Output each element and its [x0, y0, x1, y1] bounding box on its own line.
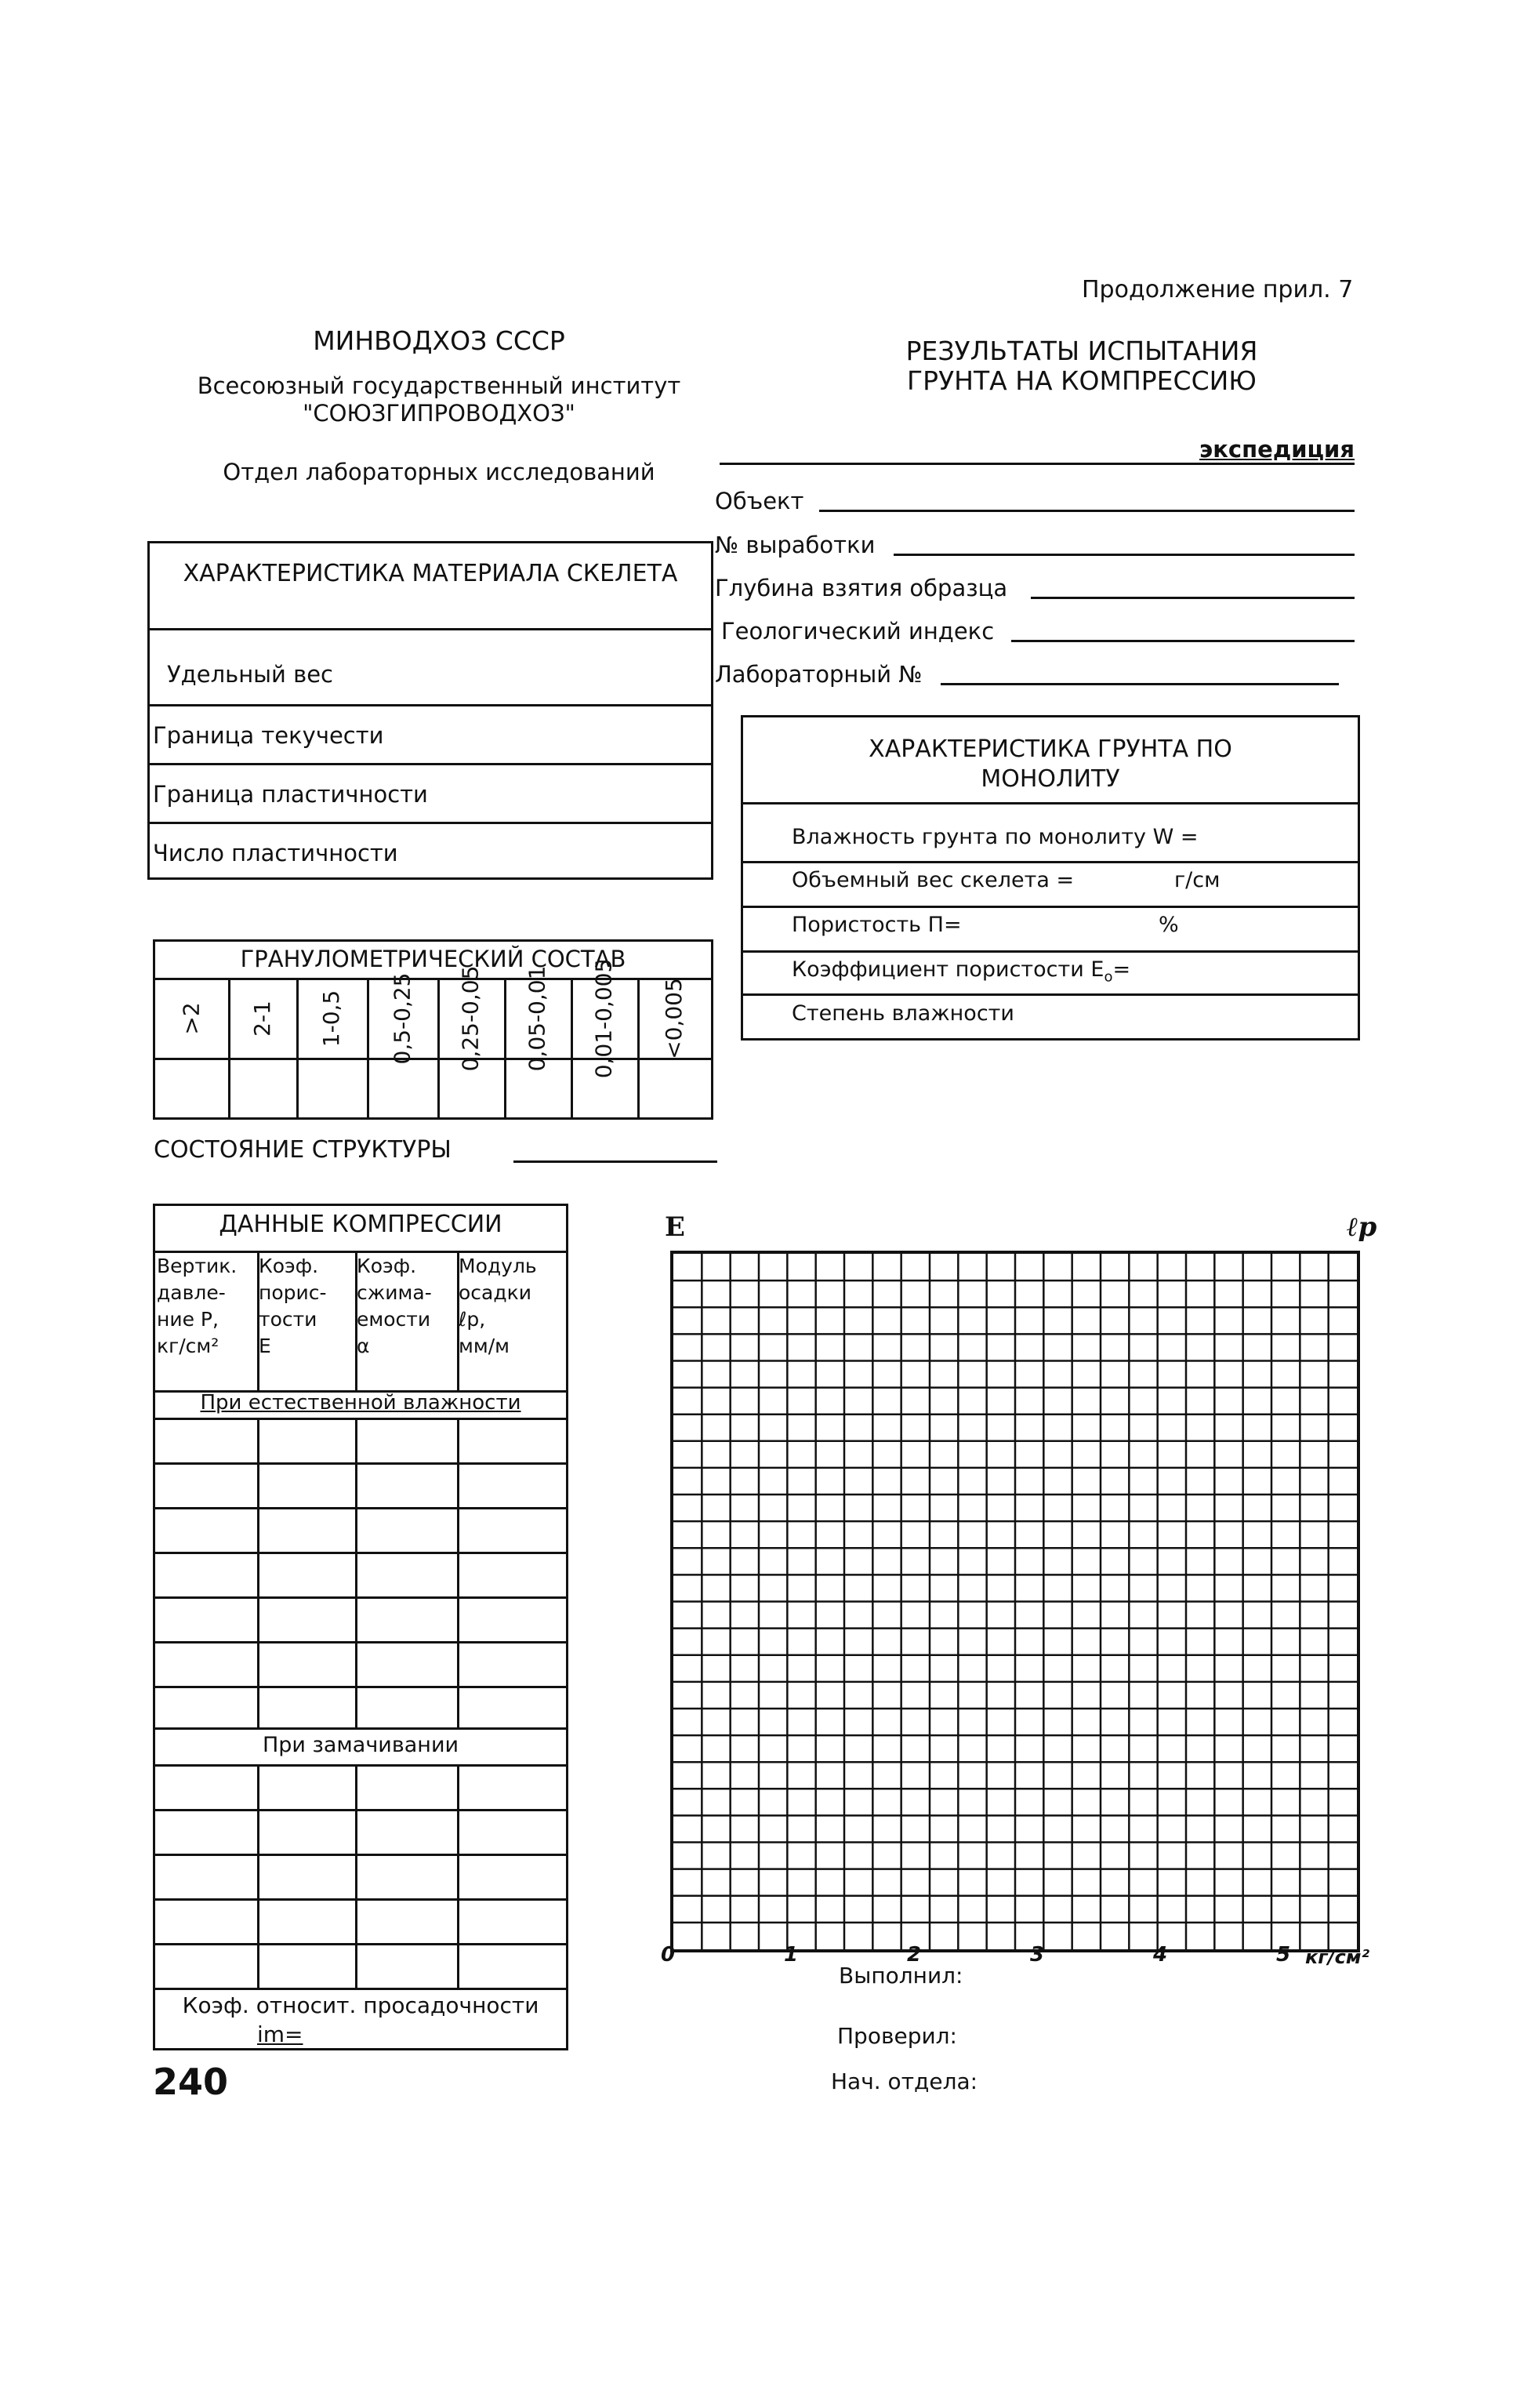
- form-title-line1: РЕЗУЛЬТАТЫ ИСПЫТАНИЯ: [905, 336, 1258, 366]
- graph-x-tick-2: 2: [907, 1943, 922, 1967]
- graph-y-right-label: ℓр: [1347, 1211, 1377, 1243]
- compression-header-2: Коэф. порис- тости Е: [259, 1255, 327, 1357]
- compression-data-cell[interactable]: [259, 1599, 353, 1639]
- soaking-label: При замачивании: [262, 1733, 459, 1757]
- granulometric-value-cell[interactable]: [504, 1060, 571, 1117]
- compression-data-cell[interactable]: [459, 1688, 564, 1725]
- compression-data-cell[interactable]: [259, 1554, 353, 1594]
- compression-data-cell[interactable]: [259, 1688, 353, 1725]
- compression-data-cell[interactable]: [259, 1643, 353, 1683]
- natural-moisture-label: При естественной влажности: [200, 1391, 521, 1415]
- compression-data-cell[interactable]: [158, 1643, 255, 1683]
- structure-field[interactable]: [513, 1139, 717, 1163]
- graph-x-unit: кг/см²: [1305, 1946, 1369, 1968]
- monolith-row-porosity-coef: Коэффициент пористости $Е_о=$: [792, 957, 1131, 986]
- ministry-name: МИНВОДХОЗ СССР: [313, 325, 565, 356]
- compression-data-cell[interactable]: [158, 1945, 255, 1985]
- compression-data-cell[interactable]: [357, 1420, 455, 1460]
- compression-graph: [670, 1251, 1360, 1952]
- monolith-table-title: ХАРАКТЕРИСТИКА ГРУНТА ПО МОНОЛИТУ: [869, 735, 1232, 793]
- compression-data-cell[interactable]: [158, 1465, 255, 1505]
- monolith-row-moisture: Влажность грунта по монолиту W =: [792, 825, 1199, 849]
- compression-data-cell[interactable]: [459, 1856, 564, 1896]
- compression-data-cell[interactable]: [357, 1811, 455, 1851]
- skeleton-table: [147, 541, 713, 880]
- compression-data-cell[interactable]: [357, 1465, 455, 1505]
- compression-data-cell[interactable]: [259, 1811, 353, 1851]
- granulometric-column-5: 0,25-0,05: [457, 965, 484, 1072]
- compression-data-cell[interactable]: [158, 1767, 255, 1807]
- checked-label: Проверил:: [837, 2023, 957, 2049]
- form-title-line2: ГРУНТА НА КОМПРЕССИЮ: [907, 365, 1257, 396]
- graph-x-tick-4: 4: [1153, 1943, 1168, 1967]
- compression-data-cell[interactable]: [357, 1599, 455, 1639]
- graph-x-tick-1: 1: [784, 1943, 799, 1967]
- performed-label: Выполнил:: [839, 1963, 963, 1989]
- continuation-note: Продолжение прил. 7: [1082, 276, 1354, 303]
- granulometric-value-cell[interactable]: [228, 1060, 296, 1117]
- granulometric-value-cell[interactable]: [296, 1060, 367, 1117]
- compression-footer-line2: im=: [257, 2021, 303, 2047]
- compression-data-cell[interactable]: [357, 1901, 455, 1941]
- head-label: Нач. отдела:: [831, 2068, 978, 2094]
- monolith-row-volume-weight: Объемный вес скелета =: [792, 868, 1075, 892]
- granulometric-table: [153, 939, 713, 1120]
- compression-data-cell[interactable]: [357, 1856, 455, 1896]
- compression-data-cell[interactable]: [158, 1599, 255, 1639]
- compression-data-cell[interactable]: [259, 1945, 353, 1985]
- granulometric-column-3: 1-0,5: [317, 990, 344, 1048]
- granulometric-value-cell[interactable]: [437, 1060, 504, 1117]
- compression-data-cell[interactable]: [357, 1643, 455, 1683]
- geo-index-label: Геологический индекс: [721, 618, 995, 645]
- compression-data-cell[interactable]: [459, 1554, 564, 1594]
- object-label: Объект: [715, 488, 804, 514]
- compression-data-cell[interactable]: [259, 1856, 353, 1896]
- compression-header-1: Вертик. давле- ние Р, кг/см²: [157, 1255, 238, 1357]
- compression-data-cell[interactable]: [459, 1901, 564, 1941]
- granulometric-title: ГРАНУЛОМЕТРИЧЕСКИЙ СОСТАВ: [240, 946, 626, 972]
- institute-line2: "СОЮЗГИПРОВОДХОЗ": [303, 400, 575, 427]
- compression-data-cell[interactable]: [459, 1767, 564, 1807]
- granulometric-value-cell[interactable]: [155, 1060, 228, 1117]
- granulometric-column-1: >2: [178, 1002, 205, 1035]
- lab-no-field[interactable]: [941, 659, 1339, 685]
- compression-data-cell[interactable]: [158, 1856, 255, 1896]
- expedition-line[interactable]: [720, 436, 1355, 465]
- compression-table: [153, 1204, 568, 2050]
- compression-data-cell[interactable]: [459, 1420, 564, 1460]
- compression-data-cell[interactable]: [357, 1767, 455, 1807]
- graph-x-tick-3: 3: [1030, 1943, 1045, 1967]
- compression-data-cell[interactable]: [459, 1599, 564, 1639]
- granulometric-column-4: 0,5-0,25: [389, 972, 415, 1065]
- granulometric-column-7: 0,01-0,005: [590, 958, 617, 1079]
- compression-data-cell[interactable]: [158, 1420, 255, 1460]
- compression-data-cell[interactable]: [259, 1509, 353, 1549]
- compression-data-cell[interactable]: [459, 1811, 564, 1851]
- skeleton-row-plastic-limit: Граница пластичности: [153, 781, 428, 808]
- compression-data-cell[interactable]: [259, 1420, 353, 1460]
- compression-data-cell[interactable]: [459, 1465, 564, 1505]
- granulometric-value-cell[interactable]: [637, 1060, 711, 1117]
- monolith-row-saturation: Степень влажности: [792, 1001, 1014, 1026]
- granulometric-column-6: 0,05-0,01: [524, 965, 550, 1072]
- compression-header-3: Коэф. сжима- емости α: [357, 1255, 432, 1357]
- page-number: 240: [153, 2061, 229, 2103]
- structure-label: СОСТОЯНИЕ СТРУКТУРЫ: [154, 1136, 452, 1164]
- graph-y-left-label: Е: [665, 1211, 685, 1243]
- compression-data-cell[interactable]: [158, 1901, 255, 1941]
- mine-no-label: № выработки: [715, 532, 876, 558]
- granulometric-value-cell[interactable]: [367, 1060, 437, 1117]
- monolith-unit-volume: г/см: [1174, 868, 1221, 892]
- depth-field[interactable]: [1031, 573, 1355, 599]
- monolith-row-porosity: Пористость П=: [792, 913, 962, 937]
- skeleton-row-liquid-limit: Граница текучести: [153, 722, 384, 749]
- compression-data-cell[interactable]: [459, 1643, 564, 1683]
- lab-no-label: Лабораторный №: [715, 661, 923, 688]
- compression-data-cell[interactable]: [158, 1688, 255, 1725]
- expedition-label: экспедиция: [1199, 436, 1355, 463]
- institute-line1: Всесоюзный государственный институт: [197, 372, 681, 399]
- compression-footer-line1: Коэф. относит. просадочности: [182, 1992, 539, 2018]
- depth-label: Глубина взятия образца: [715, 575, 1008, 601]
- graph-x-tick-0: 0: [661, 1943, 676, 1967]
- geo-index-field[interactable]: [1011, 616, 1355, 642]
- object-field[interactable]: [819, 486, 1355, 512]
- compression-data-cell[interactable]: [357, 1688, 455, 1725]
- compression-data-cell[interactable]: [158, 1554, 255, 1594]
- compression-data-cell[interactable]: [259, 1767, 353, 1807]
- skeleton-row-specific-weight: Удельный вес: [167, 661, 333, 688]
- compression-data-cell[interactable]: [357, 1509, 455, 1549]
- skeleton-row-plasticity-index: Число пластичности: [153, 840, 398, 866]
- compression-header-4: Модуль осадки ℓр, мм/м: [459, 1255, 537, 1357]
- skeleton-table-title: ХАРАКТЕРИСТИКА МАТЕРИАЛА СКЕЛЕТА: [183, 560, 678, 587]
- granulometric-value-cell[interactable]: [571, 1060, 637, 1117]
- compression-data-cell[interactable]: [357, 1945, 455, 1985]
- granulometric-column-8: <0,005: [661, 978, 687, 1059]
- compression-data-cell[interactable]: [259, 1901, 353, 1941]
- monolith-table: [741, 715, 1360, 1041]
- granulometric-column-2: 2-1: [248, 1001, 275, 1037]
- compression-data-cell[interactable]: [459, 1945, 564, 1985]
- mine-no-field[interactable]: [894, 530, 1355, 556]
- compression-data-cell[interactable]: [158, 1509, 255, 1549]
- compression-data-cell[interactable]: [357, 1554, 455, 1594]
- compression-data-cell[interactable]: [158, 1811, 255, 1851]
- compression-data-cell[interactable]: [459, 1509, 564, 1549]
- graph-x-tick-5: 5: [1276, 1943, 1291, 1967]
- compression-title: ДАННЫЕ КОМПРЕССИИ: [219, 1211, 502, 1238]
- department-name: Отдел лабораторных исследований: [223, 459, 655, 485]
- compression-data-cell[interactable]: [259, 1465, 353, 1505]
- monolith-unit-percent: %: [1159, 913, 1179, 937]
